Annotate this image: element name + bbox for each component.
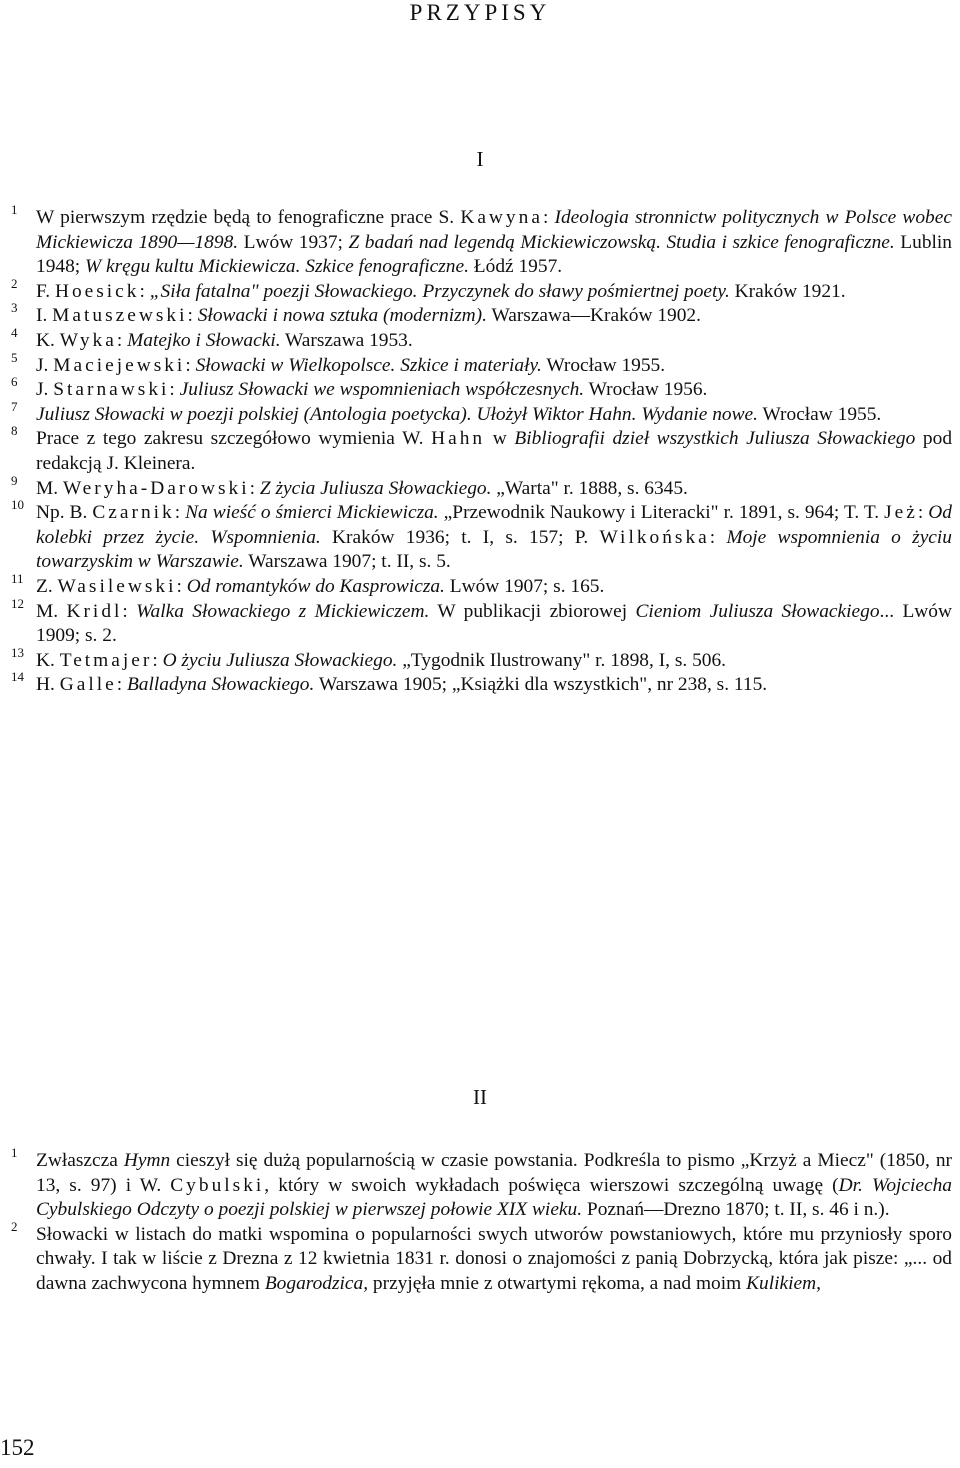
- footnote-text-run: Zwłaszcza: [36, 1150, 124, 1171]
- footnote-text: [36, 304, 952, 329]
- footnote-title-italic: Matejko i Słowacki.: [127, 329, 281, 351]
- footnote-number: 1: [11, 202, 18, 217]
- footnote-text: [36, 206, 952, 280]
- footnote-title-italic: Kulikiem,: [746, 1272, 821, 1294]
- footnote: [0, 669, 960, 698]
- footnote-title-italic: Słowacki i nowa sztuka (modernizm).: [197, 305, 487, 327]
- footnote-text-run: Kraków 1936; t. I, s. 157; P.: [320, 526, 600, 548]
- footnote-number: 2: [11, 275, 18, 291]
- author-name: Matuszewski: [52, 305, 188, 327]
- footnote-text-run: W publikacji zbiorowej: [429, 600, 636, 622]
- footnote: [0, 324, 960, 354]
- footnote-text: [36, 329, 952, 354]
- footnote-title-italic: „Siła fatalna" poezji Słowackiego. Przyczynek do sławy pośmiertnej poety.: [149, 280, 730, 302]
- footnote-title-italic: Hymn: [123, 1150, 171, 1171]
- footnote-text-run: Z.: [36, 575, 58, 597]
- footnote-text: [36, 649, 952, 674]
- footnote-text-run: :: [176, 575, 187, 597]
- footnote-text: [36, 403, 952, 428]
- footnote-title-italic: Bogarodzica,: [264, 1272, 369, 1294]
- footnotes-section-2: [0, 1145, 960, 1297]
- footnote-text-run: :: [917, 502, 929, 524]
- footnote: [0, 300, 960, 329]
- footnote-text-run: :: [249, 477, 260, 499]
- footnote-title-italic: Juliusz Słowacki w poezji polskiej (Antologia poetycka). Ułożył Wiktor Hahn. Wydanie nowe.: [36, 403, 759, 425]
- footnote-text-run: ... Lwów 1909; s. 2.: [36, 600, 952, 647]
- footnote-text: [36, 1223, 952, 1297]
- footnote: [0, 497, 960, 575]
- footnote-text: [36, 600, 952, 649]
- author-name: Maciejewski: [53, 354, 186, 376]
- footnote-text-run: :: [542, 207, 555, 228]
- footnote-number: 7: [11, 398, 18, 414]
- author-name: Kawyna: [460, 207, 543, 228]
- footnote-text-run: I.: [36, 305, 53, 327]
- footnote-text: [36, 280, 952, 305]
- footnote-text-run: Poznań—Drezno 1870; t. II, s. 46 i n.).: [582, 1199, 890, 1221]
- footnote-text-run: Np. B.: [36, 502, 93, 524]
- footnote-text-run: J.: [36, 379, 54, 401]
- footnote-number: 9: [11, 472, 18, 488]
- footnote-number: 1: [11, 1145, 18, 1160]
- footnote-text: [36, 427, 952, 476]
- page-header: PRZYPISY: [409, 0, 551, 25]
- footnotes-section-1: [0, 202, 960, 698]
- footnote-text-run: Warszawa 1953.: [280, 329, 413, 351]
- footnote-text-run: :: [185, 354, 196, 376]
- author-name: Jeż: [884, 502, 918, 524]
- author-name: Cybulski: [170, 1174, 265, 1196]
- footnote-title-italic: Na wieść o śmierci Mickiewicza.: [185, 502, 439, 524]
- footnote: [0, 202, 960, 280]
- footnote-text-run: :: [152, 649, 163, 671]
- footnote-text-run: Warszawa—Kraków 1902.: [486, 305, 701, 327]
- footnote-text: [36, 501, 952, 575]
- footnote-text-run: Kraków 1921.: [729, 280, 846, 302]
- footnote-text-run: Lwów 1907; s. 165.: [444, 575, 605, 597]
- footnote-title-italic: Moje wspomnienia o życiu towarzyskim w Warszawie.: [36, 526, 952, 573]
- footnote: [0, 644, 960, 674]
- footnote-number: 6: [11, 374, 18, 390]
- footnote-text-run: M.: [36, 600, 67, 622]
- section-heading-1: I: [476, 147, 484, 171]
- footnote-text: [36, 378, 952, 403]
- footnote-title-italic: W kręgu kultu Mickiewicza. Szkice fenograficzne.: [85, 256, 469, 278]
- footnote-title-italic: Z badań nad legendą Mickiewiczowską. Studia i szkice fenograficzne.: [348, 231, 895, 253]
- footnote-title-italic: Walka Słowackiego z Mickiewiczem.: [136, 600, 430, 622]
- footnote-text-run: „Tygodnik Ilustrowany" r. 1898, I, s. 506.: [397, 649, 727, 671]
- footnote-title-italic: Od romantyków do Kasprowicza.: [186, 575, 445, 597]
- footnote-text-run: , który w swoich wykładach poświęca wierszowi szczególną uwagę (: [264, 1174, 839, 1196]
- footnote-number: 3: [11, 300, 18, 316]
- footnote-text-run: J.: [36, 354, 54, 376]
- footnote-number: 10: [11, 497, 24, 513]
- footnote-title-italic: Dr. Wojciecha Cybulskiego Odczyty o poezji polskiej w pierwszej połowie XIX wieku.: [36, 1174, 952, 1221]
- footnote-title-italic: Bibliografii dzieł wszystkich Juliusza Słowackiego: [514, 428, 916, 450]
- footnote-text-run: Lublin 1948;: [36, 231, 952, 278]
- footnote: [0, 398, 960, 428]
- footnote-text-run: Łódź 1957.: [468, 256, 563, 278]
- footnote-text-run: Słowacki w listach do matki wspomina o popularności swych utworów powstaniowych, które mu przyniosły sporo chwały. I tak w liście z Drezna z 12 kwietnia 1831 r. donosi o znajomości z panią Dobrzycką, która jak pisze: „... od dawna zachwycona hymnem: [36, 1223, 952, 1294]
- footnote-title-italic: Cieniom Juliusza Słowackiego: [635, 600, 880, 622]
- footnote-text-run: Warszawa 1907; t. II, s. 5.: [243, 551, 451, 573]
- author-name: Hahn: [431, 428, 486, 450]
- footnote-text-run: Wrocław 1956.: [584, 379, 708, 401]
- footnote-text-run: :: [116, 674, 127, 696]
- author-name: Wyka: [59, 329, 117, 351]
- footnote-title-italic: O życiu Juliusza Słowackiego.: [162, 649, 398, 671]
- author-name: Czarnik: [92, 502, 175, 524]
- footnote-text-run: :: [174, 502, 186, 524]
- footnote: [0, 595, 960, 649]
- footnote-text-run: K.: [36, 329, 60, 351]
- footnote-text-run: cieszył się dużą popularnością w czasie powstania. Podkreśla to pismo „Krzyż a Miecz" (1850, nr 13, s. 97) i W.: [36, 1150, 952, 1196]
- footnote-text-run: przyjęła mnie z otwartymi rękoma, a nad moim: [368, 1272, 747, 1294]
- page-number: 152: [0, 1435, 35, 1460]
- footnote-text-run: H.: [36, 674, 60, 696]
- footnote-number: 5: [11, 349, 18, 365]
- footnote-text: [36, 477, 952, 502]
- section-heading-2: II: [473, 1085, 487, 1109]
- footnote-text-run: Wrocław 1955.: [758, 403, 882, 425]
- footnote-number: 11: [11, 570, 24, 586]
- footnote-number: 8: [11, 423, 18, 439]
- footnote: [0, 1145, 960, 1223]
- author-name: Hoesick: [54, 280, 140, 302]
- footnote-text-run: W pierwszym rzędzie będą to fenograficzne prace S.: [36, 207, 461, 228]
- author-name: Kridl: [66, 600, 123, 622]
- footnote: [0, 570, 960, 600]
- footnote-text-run: :: [709, 526, 727, 548]
- footnote-text-run: :: [187, 305, 198, 327]
- footnote-text-run: „Przewodnik Naukowy i Literacki" r. 1891, s. 964; T. T.: [438, 502, 885, 524]
- footnote-number: 2: [11, 1218, 18, 1234]
- footnote: [0, 374, 960, 403]
- footnote-title-italic: Ideologia stronnictw politycznych w Polsce wobec Mickiewicza 1890—1898.: [36, 207, 952, 253]
- author-name: Weryha-Darowski: [62, 477, 250, 499]
- footnote-text-run: Prace z tego zakresu szczegółowo wymienia W.: [36, 428, 432, 450]
- footnote: [0, 275, 960, 305]
- footnote-text-run: K.: [36, 649, 60, 671]
- footnote-text-run: :: [169, 379, 180, 401]
- footnote-text-run: Warszawa 1905; „Książki dla wszystkich", nr 238, s. 115.: [314, 674, 768, 696]
- footnote-text-run: :: [122, 600, 137, 622]
- footnote-title-italic: Od kolebki przez życie. Wspomnienia.: [36, 502, 952, 548]
- footnote-number: 12: [11, 595, 24, 611]
- footnote-text: [36, 673, 952, 698]
- footnote-title-italic: Juliusz Słowacki we wspomnieniach współczesnych.: [179, 379, 585, 401]
- footnote-text: [36, 575, 952, 600]
- footnote-number: 4: [11, 324, 18, 340]
- footnote-text-run: :: [116, 329, 128, 351]
- footnote-title-italic: Balladyna Słowackiego.: [126, 674, 315, 696]
- footnote-text-run: „Warta" r. 1888, s. 6345.: [491, 477, 688, 499]
- footnote-title-italic: Słowacki w Wielkopolsce. Szkice i materiały.: [195, 354, 542, 376]
- footnote-text: [36, 1149, 952, 1223]
- footnote-text-run: Lwów 1937;: [238, 231, 349, 253]
- footnote-text-run: :: [139, 280, 150, 302]
- footnote-text-run: M.: [36, 477, 63, 499]
- footnote-text-run: w: [485, 428, 515, 450]
- footnote-number: 14: [11, 669, 24, 685]
- footnote: [0, 472, 960, 502]
- author-name: Wilkońska: [599, 526, 710, 548]
- footnote-text-run: F.: [36, 280, 55, 302]
- footnote: [0, 1218, 960, 1297]
- footnote: [0, 349, 960, 379]
- footnote-text: [36, 354, 952, 379]
- author-name: Galle: [59, 674, 117, 696]
- footnote-number: 13: [11, 644, 24, 660]
- author-name: Wasilewski: [57, 575, 177, 597]
- author-name: Starnawski: [53, 379, 170, 401]
- author-name: Tetmajer: [59, 649, 153, 671]
- footnote: [0, 423, 960, 476]
- footnote-text-run: pod redakcją J. Kleinera.: [36, 428, 953, 474]
- footnote-title-italic: Z życia Juliusza Słowackiego.: [259, 477, 492, 499]
- footnote-text-run: Wrocław 1955.: [541, 354, 666, 376]
